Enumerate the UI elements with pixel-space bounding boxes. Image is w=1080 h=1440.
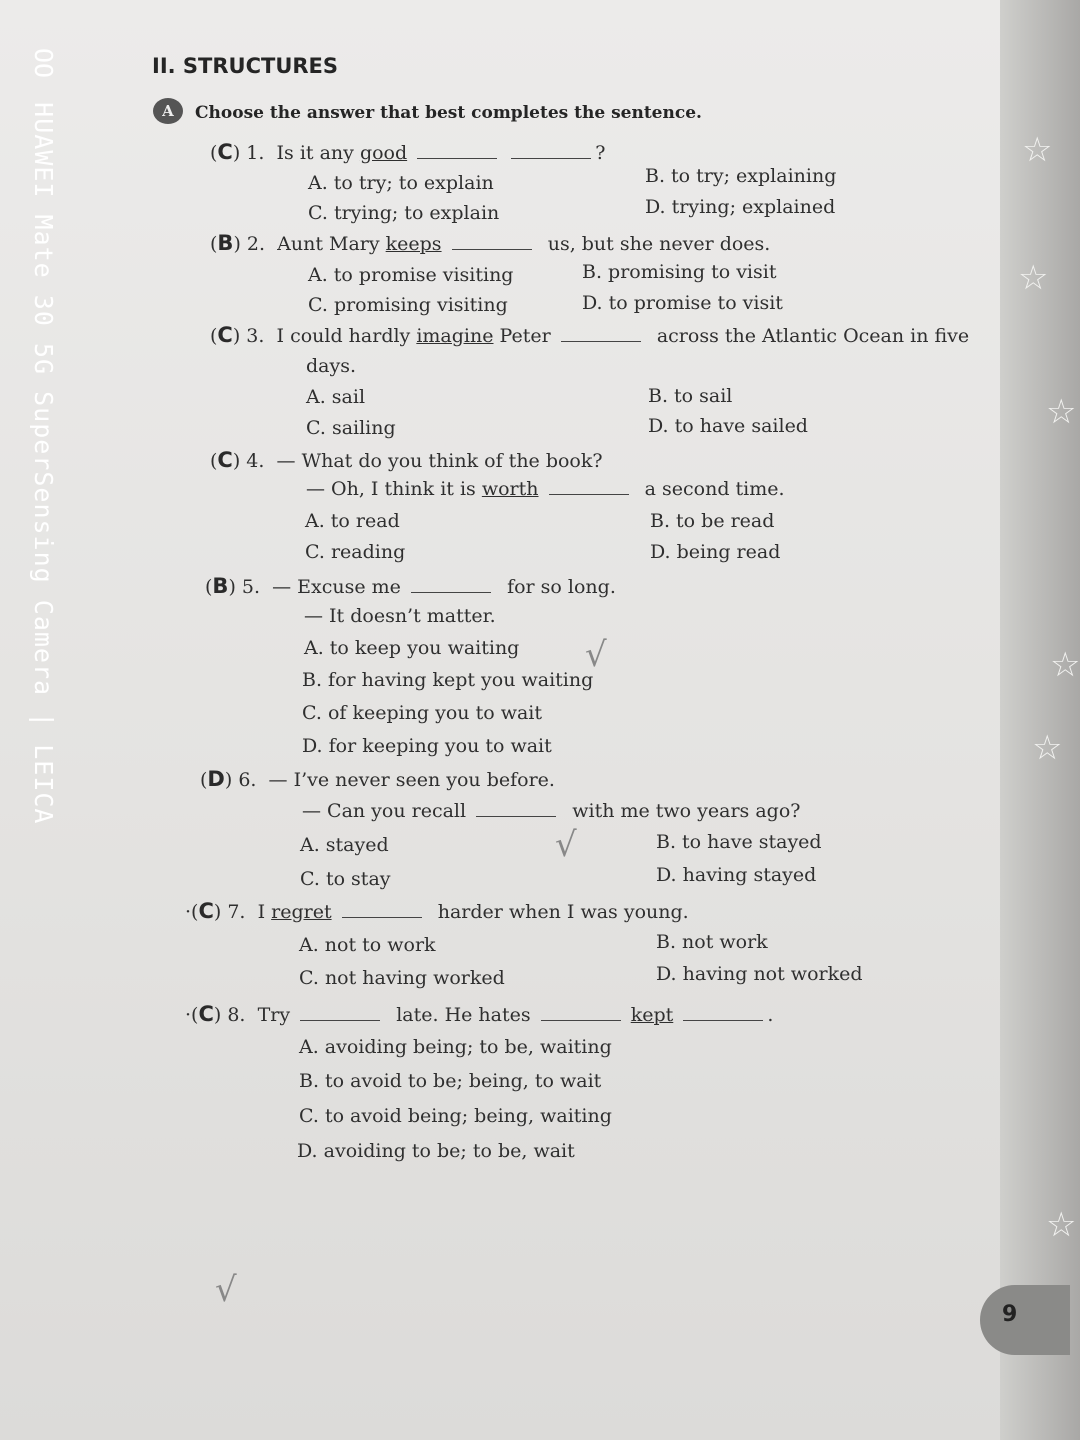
answer-5: B — [212, 574, 229, 598]
option: B. to be read — [650, 510, 775, 532]
watermark-circles: OO — [29, 48, 58, 79]
page-number-tab — [980, 1285, 1070, 1355]
star-icon: ☆ — [1018, 258, 1049, 298]
option: A. to read — [305, 510, 400, 532]
option: C. sailing — [306, 417, 396, 439]
option: C. reading — [305, 541, 406, 563]
answer-4: C — [217, 448, 233, 472]
star-icon: ☆ — [1032, 728, 1063, 768]
option: B. not work — [656, 931, 768, 953]
option: D. having not worked — [656, 963, 863, 985]
option: A. to promise visiting — [308, 264, 514, 286]
question-5-stem: (B) 5. — Excuse me for so long. — [205, 574, 616, 598]
option: B. to have stayed — [656, 831, 822, 853]
answer-2: B — [217, 231, 234, 255]
question-1-stem: (C) 1. Is it any good ? — [210, 140, 606, 164]
option: D. trying; explained — [645, 196, 836, 218]
answer-6: D — [207, 767, 225, 791]
option: D. to have sailed — [648, 415, 808, 437]
camera-watermark — [28, 48, 58, 824]
option: A. sail — [306, 386, 366, 408]
check-mark-icon: √ — [555, 825, 577, 865]
question-5-stem-cont: — It doesn’t matter. — [304, 605, 496, 627]
question-8-stem: ·(C) 8. Try late. He hates kept . — [185, 1002, 774, 1026]
answer-3: C — [217, 323, 233, 347]
option: B. for having kept you waiting — [302, 669, 594, 691]
option: C. to stay — [300, 868, 391, 890]
question-6-stem: (D) 6. — I’ve never seen you before. — [200, 767, 555, 791]
part-badge: A — [153, 98, 183, 124]
answer-8: C — [198, 1002, 214, 1026]
option: A. stayed — [300, 834, 389, 856]
option: D. to promise to visit — [582, 292, 783, 314]
option: C. of keeping you to wait — [302, 702, 542, 724]
option: C. trying; to explain — [308, 202, 500, 224]
check-mark-icon: √ — [215, 1270, 237, 1310]
star-icon: ☆ — [1022, 130, 1053, 170]
answer-1: C — [217, 140, 233, 164]
option: C. not having worked — [299, 967, 505, 989]
option: C. promising visiting — [308, 294, 508, 316]
option: A. to keep you waiting — [304, 637, 520, 659]
answer-7: C — [198, 899, 214, 923]
question-7-stem: ·(C) 7. I regret harder when I was young. — [185, 899, 689, 923]
option: D. avoiding to be; to be, wait — [297, 1140, 575, 1162]
option: B. promising to visit — [582, 261, 777, 283]
section-title: II. STRUCTURES — [152, 54, 339, 78]
option: D. for keeping you to wait — [302, 735, 552, 757]
question-3-stem: (C) 3. I could hardly imagine Peter across the Atlantic Ocean in five — [210, 323, 970, 347]
question-4-stem: (C) 4. — What do you think of the book? — [210, 448, 603, 472]
question-4-stem-cont: — Oh, I think it is worth a second time. — [306, 478, 785, 500]
question-3-stem-cont: days. — [306, 355, 357, 377]
option: D. being read — [650, 541, 781, 563]
page-number: 9 — [1002, 1302, 1018, 1327]
option: D. having stayed — [656, 864, 817, 886]
option: B. to avoid to be; being, to wait — [299, 1070, 602, 1092]
option: B. to try; explaining — [645, 165, 837, 187]
star-icon: ☆ — [1046, 1205, 1077, 1245]
star-icon: ☆ — [1046, 392, 1077, 432]
check-mark-icon: √ — [585, 635, 607, 675]
option: A. avoiding being; to be, waiting — [299, 1036, 612, 1058]
watermark-text: HUAWEI Mate 30 5G SuperSensing Camera | LEICA — [29, 102, 58, 825]
star-icon: ☆ — [1050, 645, 1080, 685]
option: A. not to work — [299, 934, 436, 956]
option: B. to sail — [648, 385, 733, 407]
question-6-stem-cont: — Can you recall with me two years ago? — [302, 800, 801, 822]
question-2-stem: (B) 2. Aunt Mary keeps us, but she never does. — [210, 231, 771, 255]
instruction: Choose the answer that best completes the sentence. — [195, 103, 702, 123]
option: A. to try; to explain — [308, 172, 494, 194]
option: C. to avoid being; being, waiting — [299, 1105, 612, 1127]
